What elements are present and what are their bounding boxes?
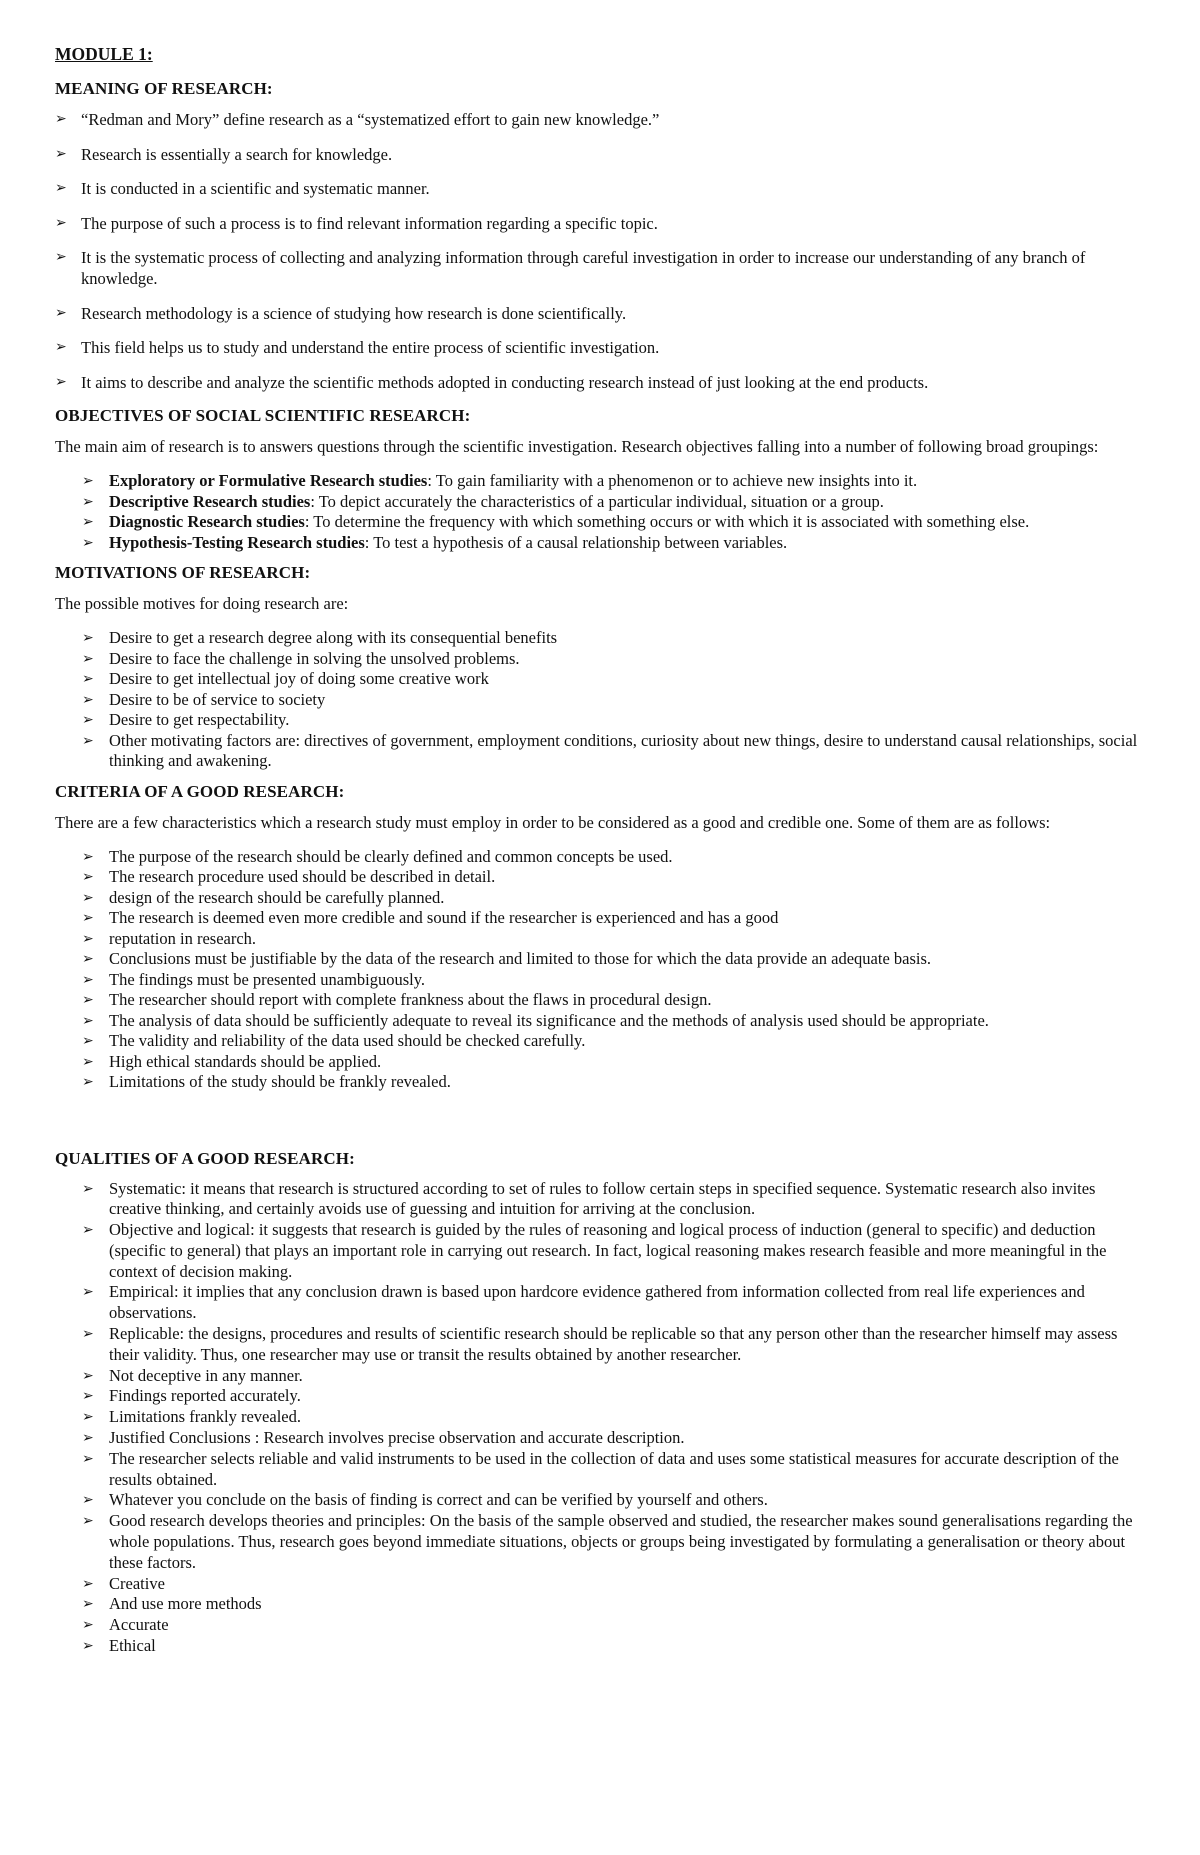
arrow-bullet-icon: ➢ — [82, 1326, 94, 1343]
motivations-list — [55, 628, 1145, 772]
list-item: ➢ Conclusions must be justifiable by the data of the research and limited to those for which the data provide an adequate basis. — [82, 949, 932, 968]
arrow-bullet-icon: ➢ — [82, 1284, 94, 1301]
list-item: ➢ The analysis of data should be sufficiently adequate to reveal its significance and the methods of analysis used should be appropriate. — [82, 1010, 989, 1030]
list-item: ➢ Limitations frankly revealed. — [82, 1407, 301, 1427]
arrow-bullet-icon: ➢ — [82, 1596, 94, 1613]
arrow-bullet-icon: ➢ — [82, 992, 94, 1008]
list-item: ➢ “Redman and Mory” define research as a “systematized effort to gain new knowledge.” — [55, 110, 660, 129]
list-item: ➢ The researcher selects reliable and valid instruments to be used in the collection of data and uses some statistical measures for accurate description of the results obtained. — [82, 1448, 1119, 1489]
list-item: ➢ It is the systematic process of collecting and analyzing information through careful investigation in order to increase our understanding of any branch of knowledge. — [55, 248, 1086, 288]
list-item: ➢ Limitations of the study should be frankly revealed. — [82, 1072, 451, 1091]
arrow-bullet-icon: ➢ — [55, 214, 67, 231]
arrow-bullet-icon: ➢ — [82, 910, 94, 926]
objective-term: Hypothesis-Testing Research studies — [109, 532, 365, 552]
list-item: ➢ Accurate — [82, 1615, 169, 1635]
arrow-bullet-icon: ➢ — [82, 951, 94, 967]
arrow-bullet-icon: ➢ — [82, 848, 94, 865]
arrow-bullet-icon: ➢ — [55, 180, 67, 196]
objective-term: Diagnostic Research studies — [109, 512, 305, 531]
list-item: ➢ Findings reported accurately. — [82, 1386, 301, 1406]
module-title: MODULE 1: — [55, 44, 153, 64]
objective-term: Descriptive Research studies — [109, 491, 311, 511]
list-item: ➢ Desire to get respectability. — [82, 710, 290, 729]
list-item: ➢ The research procedure used should be described in detail. — [82, 867, 496, 886]
list-item: ➢ Creative — [82, 1573, 165, 1593]
list-item: ➢ Objective and logical: it suggests that research is guided by the rules of reasoning and logical process of induction (general to specific) and deduction (specific to general) that plays an important role in carrying out research. In fact, logical reasoning makes research feasible and more meaningful in the context of decision making. — [82, 1220, 1107, 1281]
list-item: ➢ The purpose of such a process is to find relevant information regarding a specific topic. — [55, 213, 658, 233]
list-item: ➢ Desire to get a research degree along with its consequential benefits — [82, 628, 558, 647]
list-item: ➢ Desire to be of service to society — [82, 689, 326, 709]
arrow-bullet-icon: ➢ — [82, 1617, 94, 1634]
criteria-heading: CRITERIA OF A GOOD RESEARCH: — [55, 781, 345, 801]
meaning-heading: MEANING OF RESEARCH: — [55, 79, 273, 98]
arrow-bullet-icon: ➢ — [82, 493, 94, 510]
objectives-list — [55, 471, 1145, 553]
arrow-bullet-icon: ➢ — [82, 1430, 94, 1447]
motivations-intro: The possible motives for doing research are: — [55, 594, 349, 613]
arrow-bullet-icon: ➢ — [82, 869, 94, 885]
list-item: ➢ Ethical — [82, 1636, 156, 1656]
arrow-bullet-icon: ➢ — [82, 712, 94, 728]
list-item: ➢ This field helps us to study and understand the entire process of scientific investigation. — [55, 338, 660, 357]
list-item: ➢ Empirical: it implies that any conclusion drawn is based upon hardcore evidence gathered from information collected from real life experiences and observations. — [82, 1282, 1085, 1323]
arrow-bullet-icon: ➢ — [82, 1388, 94, 1405]
arrow-bullet-icon: ➢ — [82, 1367, 94, 1384]
arrow-bullet-icon: ➢ — [82, 1053, 94, 1070]
list-item: ➢ Not deceptive in any manner. — [82, 1365, 303, 1385]
arrow-bullet-icon: ➢ — [55, 373, 67, 390]
list-item: ➢ High ethical standards should be applied. — [82, 1051, 382, 1071]
list-item: ➢ The purpose of the research should be clearly defined and common concepts be used. — [82, 846, 673, 866]
arrow-bullet-icon: ➢ — [82, 930, 94, 947]
arrow-bullet-icon: ➢ — [82, 1513, 94, 1530]
list-item: ➢ Whatever you conclude on the basis of finding is correct and can be verified by yourself and others. — [82, 1490, 768, 1510]
arrow-bullet-icon: ➢ — [55, 339, 67, 355]
list-item: ➢ reputation in research. — [82, 928, 257, 948]
arrow-bullet-icon: ➢ — [82, 1074, 94, 1090]
objectives-heading: OBJECTIVES OF SOCIAL SCIENTIFIC RESEARCH: — [55, 406, 471, 425]
list-item: ➢ Replicable: the designs, procedures and results of scientific research should be replicable so that any person other than the researcher himself may assess their validity. Thus, one researcher may use or transit the results obtained by another researcher. — [82, 1324, 1118, 1364]
arrow-bullet-icon: ➢ — [55, 249, 67, 265]
objective-term: Exploratory or Formulative Research studies — [109, 471, 428, 490]
list-item: ➢ It is conducted in a scientific and systematic manner. — [55, 179, 430, 198]
arrow-bullet-icon: ➢ — [82, 1409, 94, 1426]
list-item: ➢ The researcher should report with complete frankness about the flaws in procedural design. — [82, 990, 712, 1009]
arrow-bullet-icon: ➢ — [55, 304, 67, 321]
document-page — [55, 44, 1145, 1667]
arrow-bullet-icon: ➢ — [82, 1492, 94, 1509]
qualities-heading: QUALITIES OF A GOOD RESEARCH: — [55, 1148, 355, 1168]
list-item: ➢ The validity and reliability of the data used should be checked carefully. — [82, 1031, 586, 1050]
qualities-list — [55, 1179, 1145, 1657]
arrow-bullet-icon: ➢ — [82, 630, 94, 646]
list-item: ➢ The research is deemed even more credible and sound if the researcher is experienced and has a good — [82, 908, 779, 927]
arrow-bullet-icon: ➢ — [82, 1575, 94, 1592]
meaning-list — [55, 109, 1145, 393]
list-item: ➢ It aims to describe and analyze the scientific methods adopted in conducting research instead of just looking at the end products. — [55, 372, 929, 392]
list-item: ➢ Desire to face the challenge in solving the unsolved problems. — [82, 648, 520, 668]
arrow-bullet-icon: ➢ — [82, 971, 94, 988]
criteria-list — [55, 847, 1145, 1093]
arrow-bullet-icon: ➢ — [82, 473, 94, 489]
arrow-bullet-icon: ➢ — [82, 1222, 94, 1239]
list-item: ➢ Good research develops theories and principles: On the basis of the sample observed and studied, the researcher makes sound generalisations regarding the whole populations. Thus, research goes beyond immediate situations, objects or groups being investigated by formulating a generalisation or theory about these factors. — [82, 1511, 1133, 1572]
arrow-bullet-icon: ➢ — [82, 1180, 94, 1197]
list-item: ➢ Diagnostic Research studies: To determine the frequency with which something occurs or with which it is associated with something else. — [82, 512, 1030, 531]
list-item: ➢ Research methodology is a science of studying how research is done scientifically. — [55, 303, 627, 323]
arrow-bullet-icon: ➢ — [82, 889, 94, 906]
list-item: ➢ The findings must be presented unambiguously. — [82, 969, 426, 989]
section-spacer — [55, 1103, 1145, 1149]
criteria-intro: There are a few characteristics which a research study must employ in order to be considered as a good and credible one. Some of them are as follows: — [55, 812, 1051, 832]
arrow-bullet-icon: ➢ — [82, 671, 94, 687]
list-item: ➢ Descriptive Research studies: To depict accurately the characteristics of a particular individual, situation or a group. — [82, 491, 884, 511]
arrow-bullet-icon: ➢ — [82, 1012, 94, 1029]
arrow-bullet-icon: ➢ — [82, 1450, 94, 1467]
list-item: ➢ Justified Conclusions : Research involves precise observation and accurate description. — [82, 1428, 685, 1448]
motivations-heading: MOTIVATIONS OF RESEARCH: — [55, 563, 311, 582]
list-item: ➢ Research is essentially a search for knowledge. — [55, 144, 393, 164]
list-item: ➢ design of the research should be carefully planned. — [82, 887, 445, 907]
list-item: ➢ Other motivating factors are: directives of government, employment conditions, curiosity about new things, desire to understand causal relationships, social thinking and awakening. — [82, 730, 1138, 770]
list-item: ➢ Desire to get intellectual joy of doing some creative work — [82, 669, 489, 688]
arrow-bullet-icon: ➢ — [82, 691, 94, 708]
arrow-bullet-icon: ➢ — [82, 650, 94, 667]
arrow-bullet-icon: ➢ — [82, 534, 94, 551]
arrow-bullet-icon: ➢ — [82, 732, 94, 749]
arrow-bullet-icon: ➢ — [82, 514, 94, 530]
list-item: ➢ Hypothesis-Testing Research studies: To test a hypothesis of a causal relationship between variables. — [82, 532, 788, 552]
arrow-bullet-icon: ➢ — [82, 1033, 94, 1049]
arrow-bullet-icon: ➢ — [55, 111, 67, 127]
arrow-bullet-icon: ➢ — [55, 145, 67, 162]
list-item: ➢ Systematic: it means that research is structured according to set of rules to follow certain steps in specified sequence. Systematic research also invites creative thinking, and certainly avoids use of guessing and intuition for arriving at the conclusion. — [82, 1178, 1096, 1219]
objectives-intro: The main aim of research is to answers questions through the scientific investigation. Research objectives falling into a number of following broad groupings: — [55, 437, 1099, 456]
arrow-bullet-icon: ➢ — [82, 1638, 94, 1655]
list-item: ➢ And use more methods — [82, 1594, 262, 1614]
list-item: ➢ Exploratory or Formulative Research studies: To gain familiarity with a phenomenon or to achieve new insights into it. — [82, 471, 918, 490]
